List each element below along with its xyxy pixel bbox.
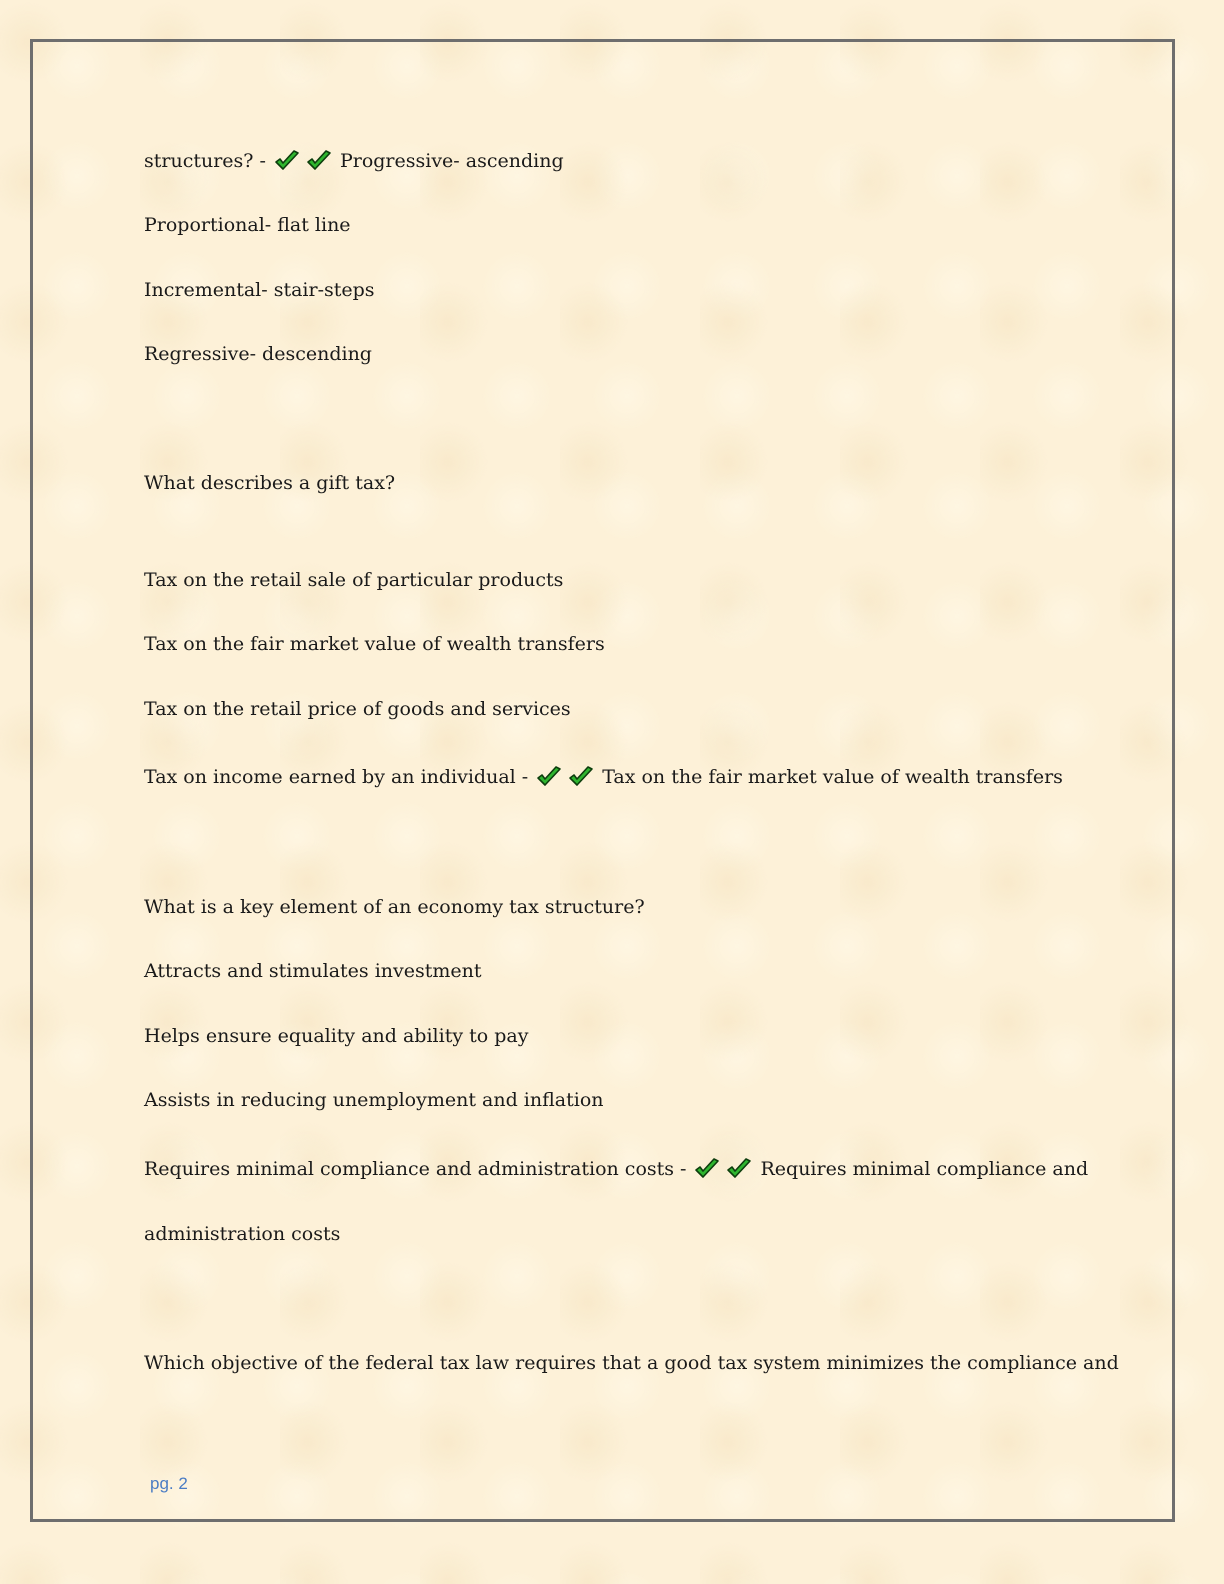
- option-line: Tax on the retail sale of particular products: [144, 569, 564, 591]
- option-line: Incremental- stair-steps: [144, 279, 375, 301]
- option-line: Helps ensure equality and ability to pay: [144, 1025, 529, 1047]
- check-mark-icon: [726, 1158, 752, 1180]
- check-mark-icon: [694, 1158, 720, 1180]
- correct-marks: [694, 1158, 758, 1180]
- check-mark-icon: [536, 766, 562, 788]
- answer-line-tax-structure: [144, 1156, 1088, 1182]
- option-line: Regressive- descending: [144, 343, 372, 365]
- correct-answer: Requires minimal compliance and: [760, 1158, 1089, 1180]
- option-line: Assists in reducing unemployment and inflation: [144, 1089, 604, 1111]
- check-mark-icon: [568, 766, 594, 788]
- option-line: Tax on the fair market value of wealth transfers: [144, 633, 605, 655]
- check-mark-icon: [306, 150, 332, 172]
- question-line: What is a key element of an economy tax structure?: [144, 896, 645, 918]
- answer-line-structures: [144, 148, 564, 174]
- option-with-answer: Tax on income earned by an individual -: [144, 766, 529, 788]
- page-number: pg. 2: [150, 1474, 188, 1493]
- check-mark-icon: [274, 150, 300, 172]
- option-line: Attracts and stimulates investment: [144, 960, 482, 982]
- question-tail: structures? -: [144, 150, 266, 172]
- option-line: Tax on the retail price of goods and services: [144, 698, 571, 720]
- correct-answer: Progressive- ascending: [339, 150, 564, 172]
- correct-marks: [536, 766, 600, 788]
- option-line: Proportional- flat line: [144, 214, 351, 236]
- option-with-answer: Requires minimal compliance and administration costs -: [144, 1158, 687, 1180]
- correct-marks: [274, 150, 338, 172]
- answer-line-gift-tax: [144, 764, 1063, 790]
- question-line: What describes a gift tax?: [144, 472, 396, 494]
- question-line: Which objective of the federal tax law requires that a good tax system minimizes the compliance and: [144, 1352, 1119, 1374]
- correct-answer-continued: administration costs: [144, 1223, 341, 1245]
- correct-answer: Tax on the fair market value of wealth transfers: [602, 766, 1063, 788]
